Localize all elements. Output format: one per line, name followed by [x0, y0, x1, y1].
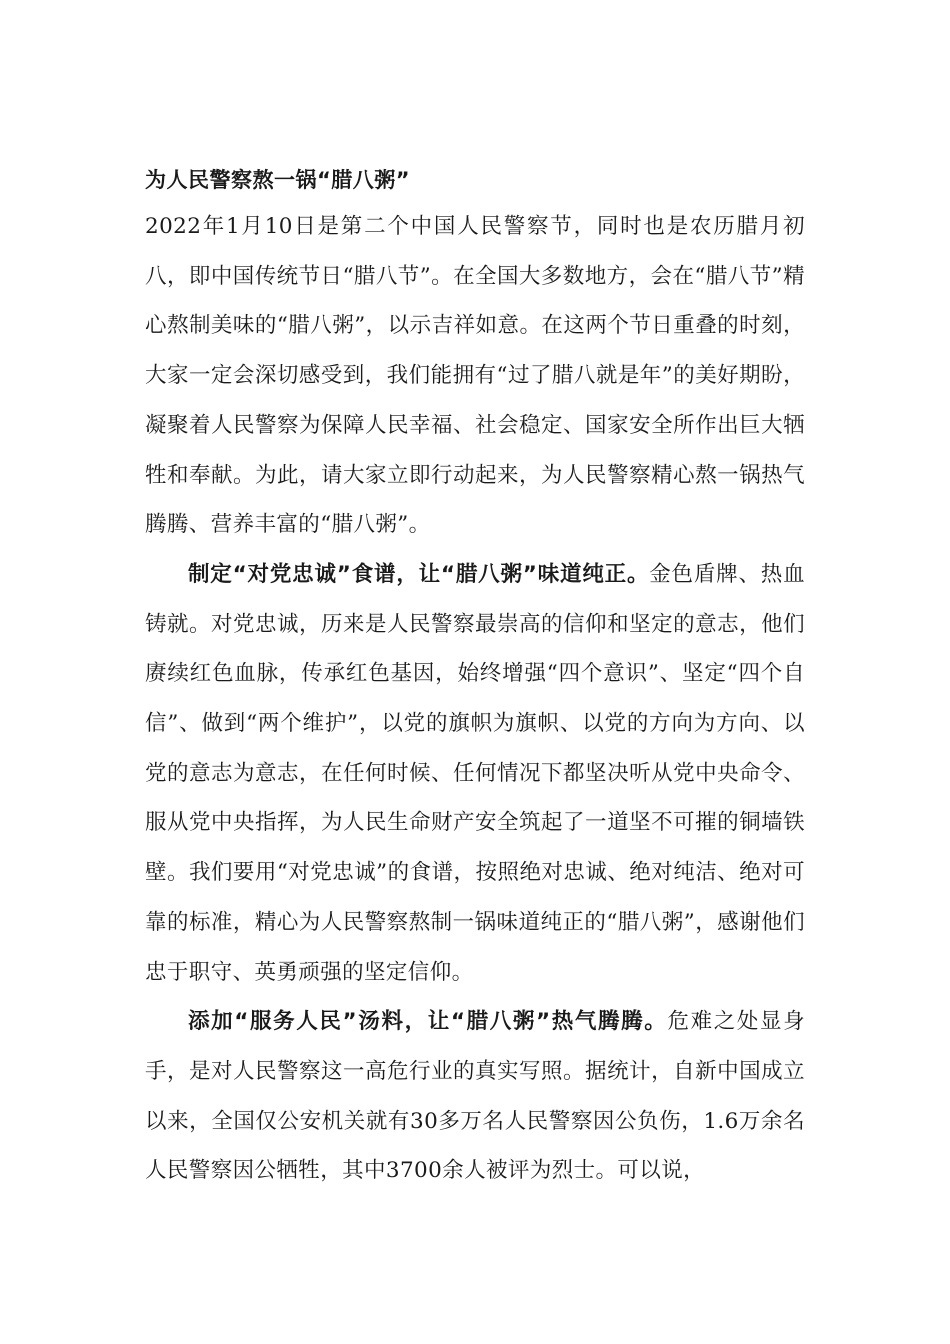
paragraph-loyalty [145, 550, 805, 997]
document-title: 为人民警察熬一锅“腊八粥” [145, 168, 411, 192]
paragraph-serve-people [145, 997, 805, 1196]
paragraph-serve-people-heading: 添加“服务人民”汤料，让“腊八粥”热气腾腾。 [188, 1009, 668, 1035]
paragraph-loyalty-heading: 制定“对党忠诚”食谱，让“腊八粥”味道纯正。 [188, 561, 650, 587]
paragraph-intro-text: 2022年1月10日是第二个中国人民警察节，同时也是农历腊月初八，即中国传统节日“腊八节”。在全国大多数地方，会在“腊八节”精心熬制美味的“腊八粥”，以示吉祥如意。在这两个节日重叠的时刻，大家一定会深切感受到，我们能拥有“过了腊八就是年”的美好期盼，凝聚着人民警察为保障人民幸福、社会稳定、国家安全所作出巨大牺牲和奉献。为此，请大家立即行动起来，为人民警察精心熬一锅热气腾腾、营养丰富的“腊八粥”。 [145, 214, 805, 538]
document-page [145, 158, 805, 1196]
paragraph-serve-people-text: 危难之处显身手，是对人民警察这一高危行业的真实写照。据统计，自新中国成立以来，全国仅公安机关就有30多万名人民警察因公负伤，1.6万余名人民警察因公牺牲，其中3700余人被评为烈士。可以说， [145, 1009, 805, 1184]
paragraph-intro [145, 202, 805, 550]
paragraph-loyalty-text: 金色盾牌、热血铸就。对党忠诚，历来是人民警察最崇高的信仰和坚定的意志，他们赓续红色血脉，传承红色基因，始终增强“四个意识”、坚定“四个自信”、做到“两个维护”，以党的旗帜为旗帜、以党的方向为方向、以党的意志为意志，在任何时候、任何情况下都坚决听从党中央命令、服从党中央指挥，为人民生命财产安全筑起了一道坚不可摧的铜墙铁壁。我们要用“对党忠诚”的食谱，按照绝对忠诚、绝对纯洁、绝对可靠的标准，精心为人民警察熬制一锅味道纯正的“腊八粥”，感谢他们忠于职守、英勇顽强的坚定信仰。 [145, 561, 805, 985]
